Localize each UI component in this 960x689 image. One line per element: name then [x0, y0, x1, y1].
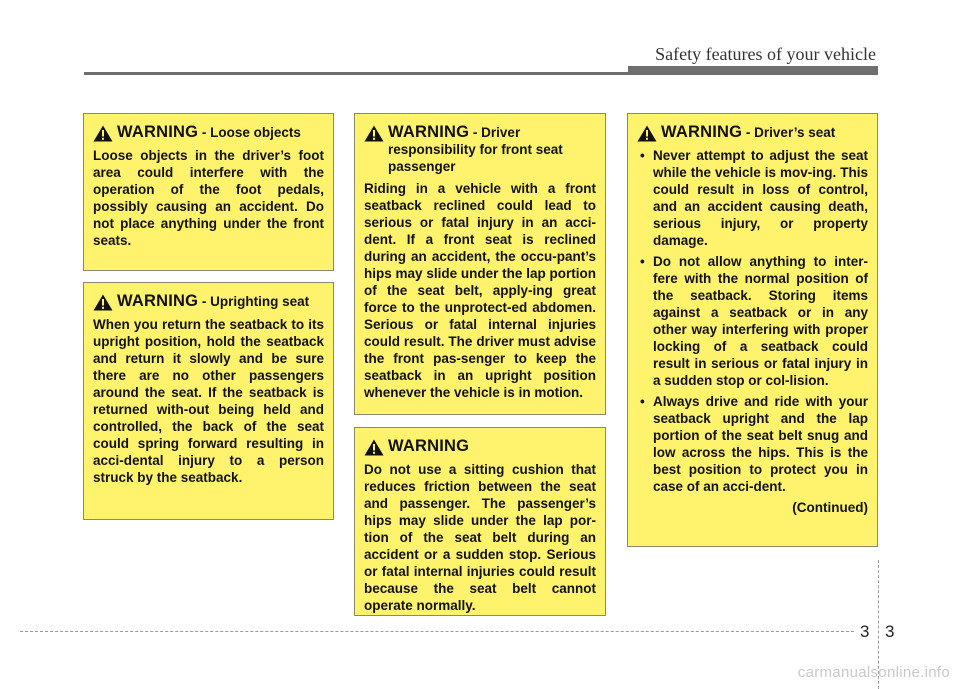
warning-subtitle: - Loose objects: [201, 125, 301, 140]
warning-body: Riding in a vehicle with a front seatback reclined could lead to serious or fatal injury in an acci-dent. If a front seat is reclined during an accident, the occu-pant’s hips may slide under the lap portion of the seat belt, apply-ing great force to the unprotect-ed abdomen. Serious or fatal internal injuries could result. The driver must advise the front pas-senger to keep the seatback in an upright position whenever the vehicle is in motion.: [364, 181, 596, 400]
warning-body: Do not use a sitting cushion that reduces friction between the seat and passenger. The passenger’s hips may slide under the lap por-tion of the seat belt during an accident or a sudden stop. Serious or fatal internal injuries could result because the seat belt cannot operate normally.: [364, 462, 596, 613]
watermark: carmanualsonline.info: [797, 664, 950, 681]
warning-word: WARNING: [117, 292, 199, 310]
list-item: • Do not allow anything to inter-fere with the normal position of the seatback. Storing items against a seatback or in any other way interfering with proper locking of a seatback could result in serious or fatal injury in a sudden stop or col-lision.: [637, 253, 868, 389]
warning-word: WARNING: [388, 437, 470, 455]
warning-triangle-icon: [93, 294, 113, 311]
warning-triangle-icon: [637, 125, 657, 142]
section-title: Safety features of your vehicle: [655, 44, 876, 64]
warning-word: WARNING: [388, 123, 470, 141]
list-item: • Always drive and ride with your seatback upright and the lap portion of the seat belt snug and low across the hips. This is the best position to protect you in case of an acci-dent.: [637, 393, 868, 495]
warning-word: WARNING: [117, 123, 199, 141]
warning-word: WARNING: [661, 123, 743, 141]
warning-box-driver-responsibility: [354, 113, 606, 415]
warning-triangle-icon: [364, 439, 384, 456]
warning-body: Loose objects in the driver’s foot area could interfere with the operation of the foot pedals, possibly causing an accident. Do not place anything under the front seats.: [93, 148, 324, 248]
warning-subtitle: - Driver responsibility for front seat passenger: [388, 125, 563, 174]
warning-box-loose-objects: [83, 113, 334, 271]
warning-box-drivers-seat: [627, 113, 878, 547]
list-item: • Never attempt to adjust the seat while the vehicle is mov-ing. This could result in loss of control, and an accident causing death, serious injury, or property damage.: [637, 147, 868, 249]
header-accent-bar: [628, 66, 878, 74]
warning-header: [364, 438, 596, 456]
warning-triangle-icon: [93, 125, 113, 142]
footer-dashed-rule: [20, 631, 854, 632]
warning-bullet-list: [637, 147, 868, 495]
page-chapter-number: 3: [860, 622, 870, 641]
warning-header: [637, 124, 868, 142]
warning-subtitle: - Driver’s seat: [745, 125, 836, 140]
warning-header: [93, 293, 324, 311]
warning-header: [93, 124, 324, 142]
warning-header: [364, 124, 596, 175]
page-number: 3: [885, 622, 895, 641]
continued-label: (Continued): [792, 500, 868, 515]
warning-triangle-icon: [364, 125, 384, 142]
warning-box-sitting-cushion: [354, 427, 606, 616]
warning-box-uprighting-seat: [83, 282, 334, 520]
warning-body: When you return the seatback to its upright position, hold the seatback and return it slowly and be sure there are no other passengers around the seat. If the seatback is returned with-out being held and controlled, the back of the seat could spring forward resulting in acci-dental injury to a person struck by the seatback.: [93, 317, 324, 485]
warning-subtitle: - Uprighting seat: [201, 294, 310, 309]
